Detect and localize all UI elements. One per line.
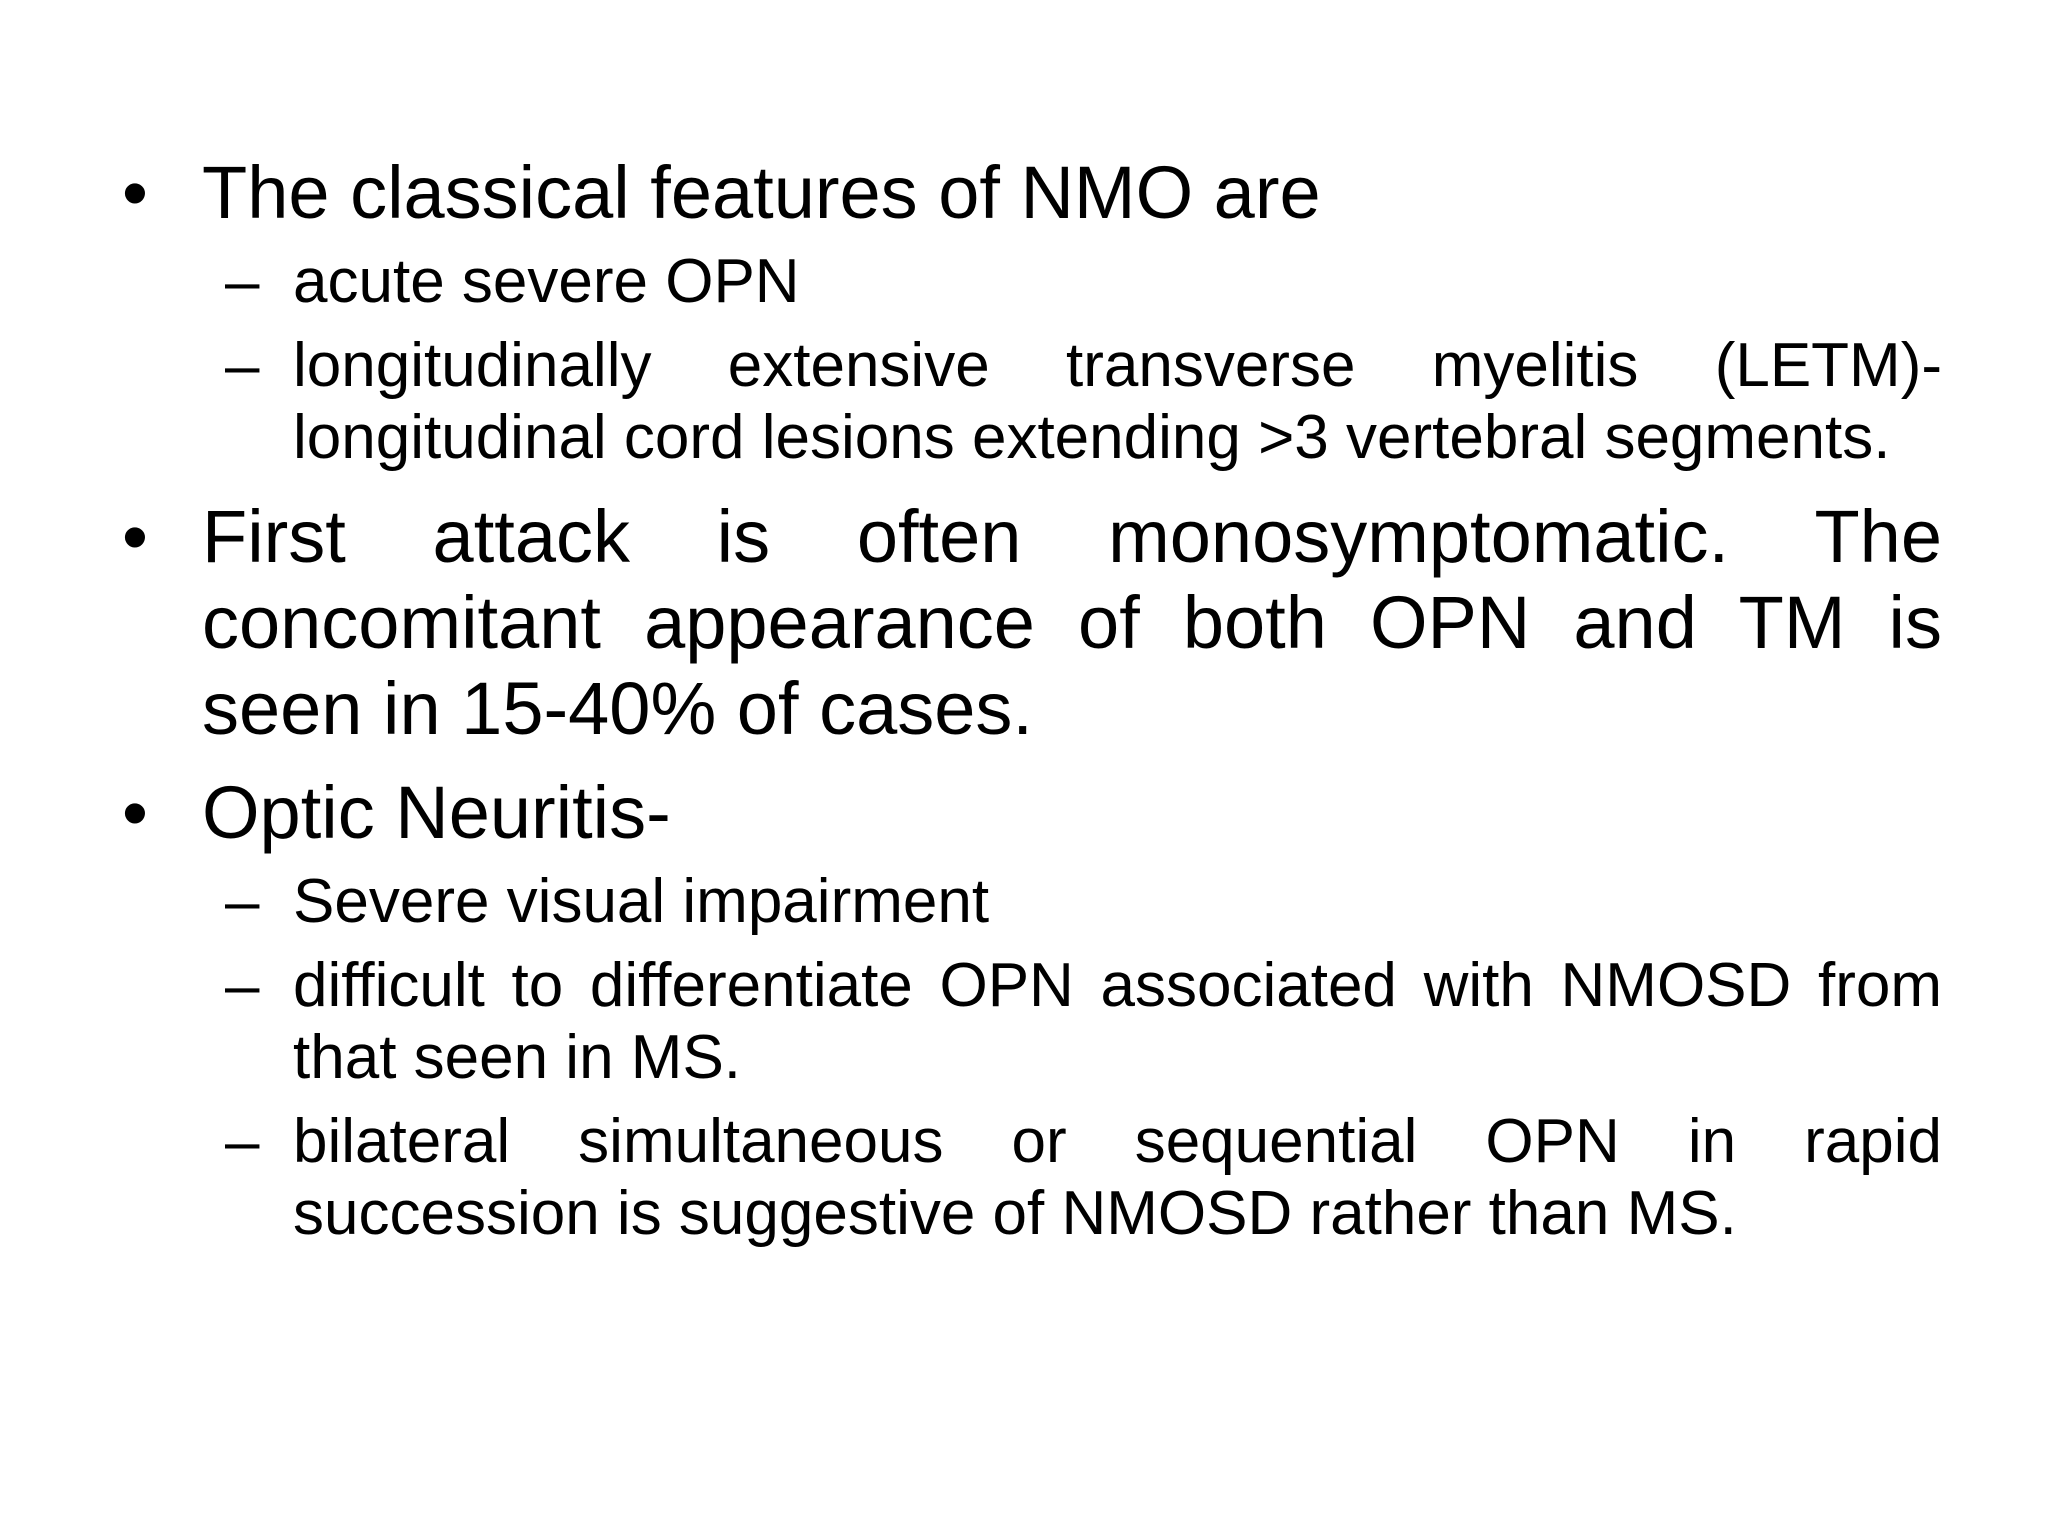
bullet-text: First attack is often monosymptomatic. The concomitant appearance of both OPN and TM is seen in 15-40% of cases. <box>202 495 1942 750</box>
bullet-item <box>120 770 1942 856</box>
bullet-item <box>120 494 1942 752</box>
bullet-text: Optic Neuritis- <box>202 771 671 854</box>
sub-text: acute severe OPN <box>293 247 800 316</box>
dash-marker: – <box>225 867 260 936</box>
sub-item <box>120 950 1942 1094</box>
slide-content <box>120 150 1942 1262</box>
dash-marker: – <box>225 331 260 400</box>
sub-item <box>120 246 1942 318</box>
sub-text: bilateral simultaneous or sequential OPN in rapid succession is suggestive of NMOSD rather than MS. <box>293 1107 1942 1248</box>
sub-item <box>120 866 1942 938</box>
sub-item <box>120 1106 1942 1250</box>
bullet-item <box>120 150 1942 236</box>
sub-item <box>120 330 1942 474</box>
sub-text: difficult to differentiate OPN associated with NMOSD from that seen in MS. <box>293 951 1942 1092</box>
bullet-marker: • <box>122 151 148 234</box>
dash-marker: – <box>225 951 260 1020</box>
sub-text: longitudinally extensive transverse myelitis (LETM)- longitudinal cord lesions extending >3 vertebral segments. <box>293 331 1942 472</box>
bullet-marker: • <box>122 771 148 854</box>
bullet-text: The classical features of NMO are <box>202 151 1321 234</box>
sub-text: Severe visual impairment <box>293 867 990 936</box>
bullet-marker: • <box>122 495 148 578</box>
dash-marker: – <box>225 1107 260 1176</box>
dash-marker: – <box>225 247 260 316</box>
